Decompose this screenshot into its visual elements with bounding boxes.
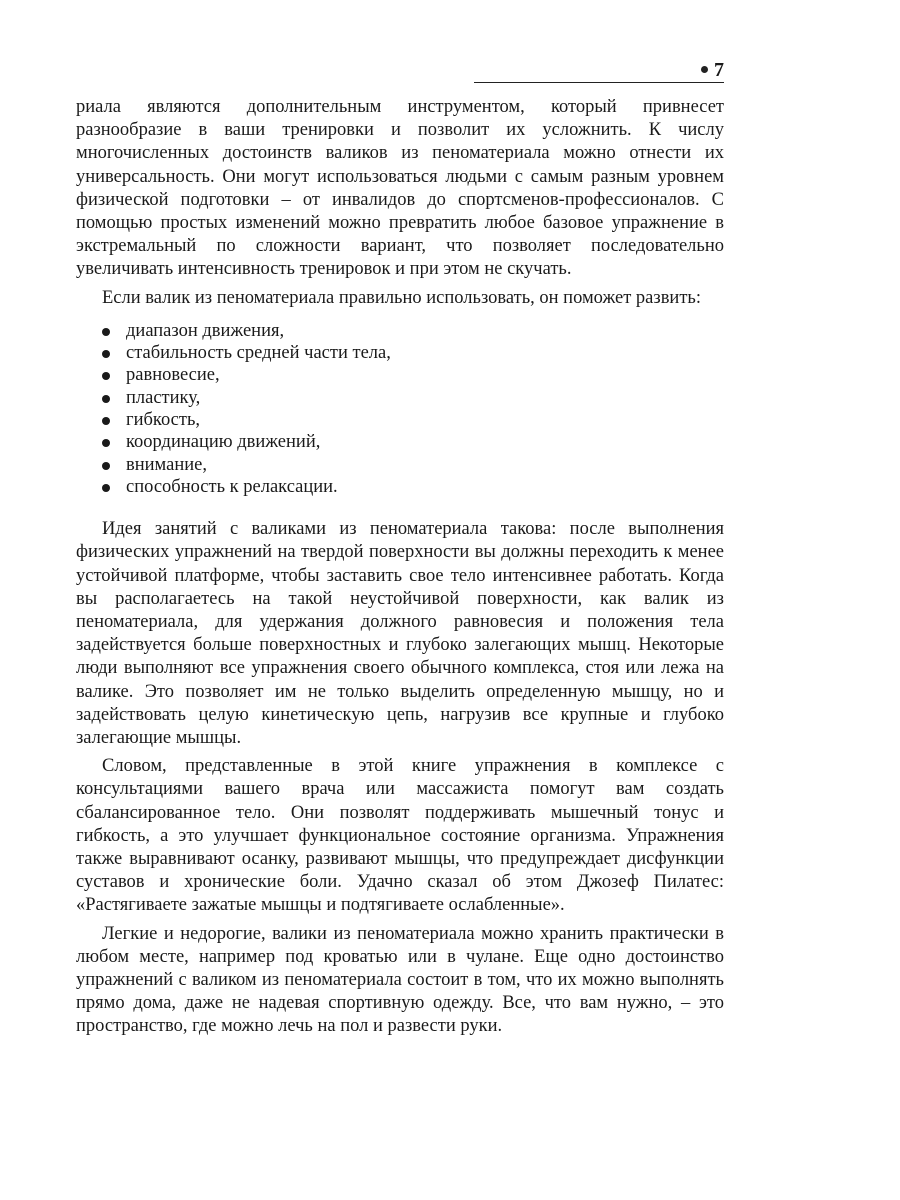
page-number-text: 7 (714, 59, 724, 81)
benefits-list (76, 320, 724, 498)
list-item-text: гибкость, (126, 410, 201, 431)
list-item-text: координацию движений, (126, 432, 321, 453)
list-item-text: равновесие, (126, 365, 220, 386)
paragraph-1: риала являются дополнительным инструментом, который привнесет разнообразие в ваши тренировки и позволит их усложнить. К числу многочисленных достоинств валиков из пеноматериала можно отнести их универсальность. Они могут использоваться людьми с самым разным уровнем физической подготовки – от инвалидов до спортсменов-профессионалов. С помощью простых изменений можно превратить любое базовое упражнение в экстремальный по сложности вариант, что позволяет последовательно увеличивать интенсивность тренировок и при этом не скучать. (76, 97, 724, 280)
list-item (76, 387, 724, 409)
list-item-text: диапазон движения, (126, 320, 285, 341)
text-body (76, 96, 724, 1039)
page-header (474, 58, 724, 83)
bullet-dot-icon (102, 372, 110, 380)
paragraph-5: Легкие и недорогие, валики из пеноматериала можно хранить практически в любом месте, например под кроватью или в чулане. Еще одно достоинство упражнений с валиком из пеноматериала состоит в том, что их можно выполнять прямо дома, даже не надевая спортивную одежду. Все, что вам нужно, – это пространство, где можно лечь на пол и развести руки. (76, 923, 724, 1037)
page-number (701, 58, 724, 82)
bullet-dot-icon (102, 328, 110, 336)
bullet-dot-icon (102, 417, 110, 425)
dot-icon (701, 66, 708, 73)
bullet-dot-icon (102, 462, 110, 470)
list-item-text: пластику, (126, 387, 201, 408)
list-item-text: стабильность средней части тела, (126, 343, 391, 364)
list-item (76, 431, 724, 453)
paragraph-4: Словом, представленные в этой книге упражнения в комплексе с консультациями вашего врача или массажиста помогут вам создать сбалансированное тело. Они позволят поддерживать мышечный тонус и гибкость, а это улучшает функциональное состояние организма. Упражнения также выравнивают осанку, развивают мышцы, что предупреждает дисфункции суставов и хронические боли. Удачно сказал об этом Джозеф Пилатес: «Растягиваете зажатые мышцы и подтягиваете ослабленные». (76, 756, 724, 916)
paragraph-2: Если валик из пеноматериала правильно использовать, он поможет развить: (102, 287, 701, 308)
list-item (76, 342, 724, 364)
list-item (76, 320, 724, 342)
list-item (76, 476, 724, 498)
list-item-text: способность к релаксации. (126, 476, 338, 497)
bullet-dot-icon (102, 439, 110, 447)
list-item (76, 364, 724, 386)
bullet-dot-icon (102, 484, 110, 492)
list-item-text: внимание, (126, 454, 207, 475)
list-item (76, 454, 724, 476)
list-item (76, 409, 724, 431)
bullet-dot-icon (102, 395, 110, 403)
paragraph-3: Идея занятий с валиками из пеноматериала такова: после выполнения физических упражнений на твердой поверхности вы должны переходить к менее устойчивой платформе, чтобы заставить свое тело интенсивнее работать. Когда вы располагаетесь на такой неустойчивой поверхности, как валик из пеноматериала, для удержания должного равновесия и положения тела задействуется больше поверхностных и глубоко залегающих мышц. Некоторые люди выполняют все упражнения своего обычного комплекса, стоя или лежа на валике. Это позволяет им не только выделить определенную мышцу, но и задействовать целую кинетическую цепь, нагрузив все крупные и глубоко залегающие мышцы. (76, 519, 724, 749)
bullet-dot-icon (102, 350, 110, 358)
